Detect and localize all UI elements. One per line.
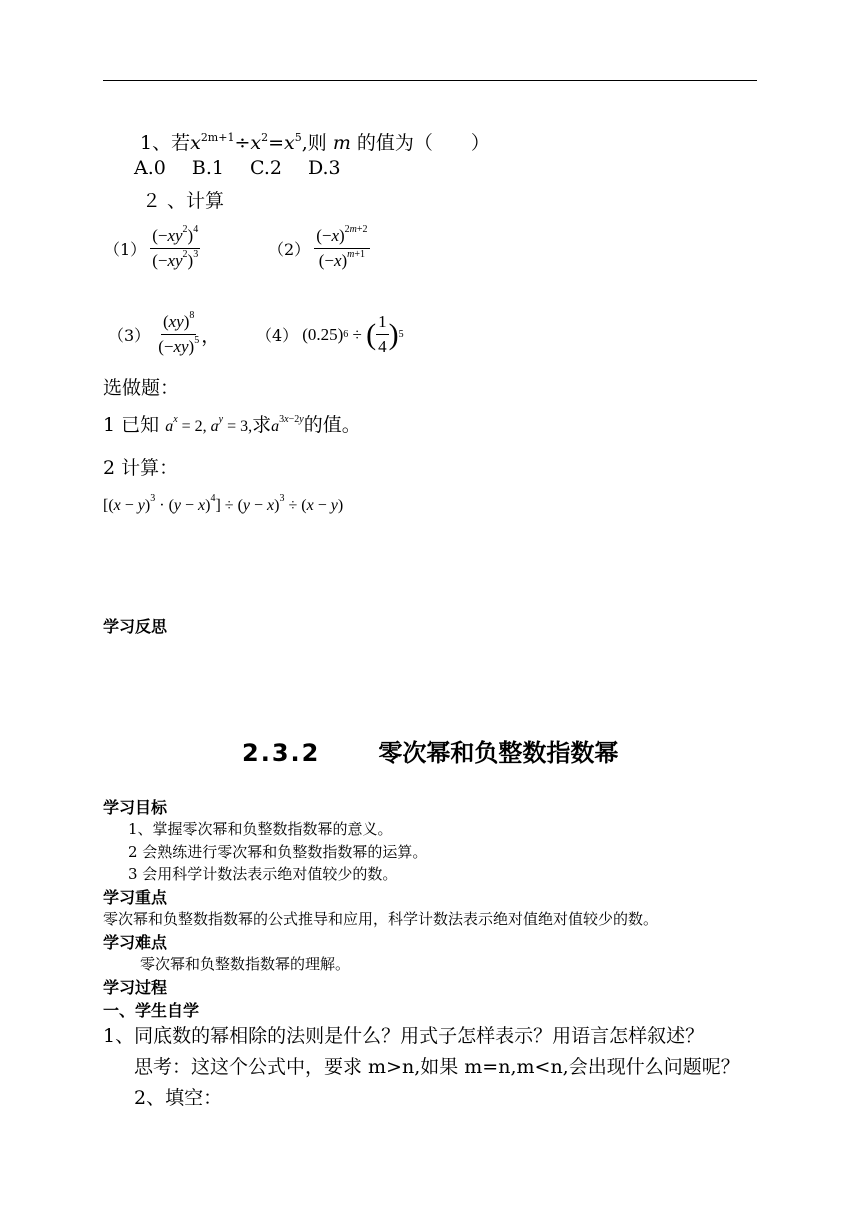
q1-base1: x — [190, 132, 201, 154]
option-d: D.3 — [307, 157, 341, 179]
q1-div: ÷ — [234, 132, 251, 154]
goal-item: 2 会熟练进行零次幂和负整数指数幂的运算。 — [128, 843, 428, 861]
calc-3-suffix: ， — [201, 325, 221, 347]
calc-4-expression: (0.25) 6 ÷ ( $\frac{1}{4}$ ) 5 — [302, 312, 404, 356]
one-quarter-fraction — [376, 312, 389, 357]
fraction-denominator: $(-x)^{m+1}$ — [318, 249, 366, 270]
q1-base2: x — [250, 132, 262, 154]
q1-exp3: 5 — [294, 131, 302, 144]
fraction-denominator: $(-xy^2)^3$ — [152, 249, 199, 270]
optional-q1-target: $a^{3x-2y}$ — [271, 414, 304, 435]
process-line-1: 1、同底数的幂相除的法则是什么？用式子怎样表示？用语言怎样叙述？ — [103, 1025, 705, 1047]
q1-index: 1、若 — [140, 132, 191, 154]
goal-item: 3 会用科学计数法表示绝对值较少的数。 — [128, 865, 398, 883]
difficulties-heading: 学习难点 — [103, 933, 168, 952]
q1-var: m — [332, 132, 351, 154]
fraction-numerator: (xy)$^8$ — [161, 312, 196, 335]
option-a: A.0 — [134, 157, 166, 179]
q1-base3: x — [284, 132, 295, 154]
calc-1-label: （1） — [104, 240, 147, 259]
q2-heading: ２ 、计算 — [142, 190, 225, 212]
fraction-numerator: $(-x)^{2m+2}$ — [314, 226, 369, 249]
fraction-numerator: $(-xy^2)^4$ — [150, 226, 200, 249]
option-c: C.2 — [249, 157, 282, 179]
difficulties-text: 零次幂和负整数指数幂的理解。 — [140, 955, 351, 973]
optional-q1-ask: 求 — [252, 414, 272, 436]
goal-item: 1、掌握零次幂和负整数指数幂的意义。 — [128, 820, 393, 838]
section-number: 2.3.2 — [242, 739, 321, 767]
q1-exp2: 2 — [261, 131, 269, 144]
option-b: B.1 — [191, 157, 224, 179]
fraction-denominator: 4 — [378, 337, 387, 356]
calc-3-fraction — [156, 312, 201, 357]
calc-2-label: （2） — [268, 240, 311, 259]
q1-eq: = — [268, 132, 285, 154]
fraction-denominator: $(-xy)^5$ — [158, 335, 200, 356]
section-name: 零次幂和负整数指数幂 — [378, 739, 619, 767]
optional-question-1 — [103, 410, 361, 437]
optional-heading: 选做题： — [103, 377, 180, 399]
calc-item-4 — [256, 312, 404, 357]
process-subheading: 一、学生自学 — [103, 1001, 200, 1020]
optional-q2-expression: $[(x - y)^3 \cdot (y - x)^4] \div (y - x)^3 \div (x - y)$ — [103, 493, 344, 514]
optional-q1-tail: 的值。 — [303, 414, 361, 436]
calc-item-2 — [268, 226, 370, 271]
optional-question-2: 2 计算： — [103, 457, 179, 479]
q1-tail: 的值为（ ） — [356, 132, 490, 154]
calc-item-1 — [104, 226, 200, 271]
question-1 — [140, 128, 490, 155]
calc-2-fraction — [314, 226, 369, 271]
q1-comma: ,则 — [301, 132, 327, 154]
key-points-heading: 学习重点 — [103, 888, 168, 907]
q1-options — [134, 157, 341, 179]
key-points-text: 零次幂和负整数指数幂的公式推导和应用，科学计数法表示绝对值绝对值较少的数。 — [103, 910, 659, 928]
calc-item-3 — [108, 312, 220, 357]
section-title — [242, 733, 618, 768]
goals-heading: 学习目标 — [103, 798, 168, 817]
reflection-heading: 学习反思 — [103, 617, 168, 636]
process-heading: 学习过程 — [103, 978, 168, 997]
header-rule — [103, 80, 757, 81]
process-line-3: 2、填空： — [134, 1087, 223, 1109]
optional-q1-condition: $a^x = 2$, $a^y = 3$, — [165, 414, 253, 435]
process-line-2: 思考：这这个公式中，要求 m>n,如果 m=n,m<n,会出现什么问题呢？ — [134, 1056, 740, 1078]
calc-1-fraction — [150, 226, 200, 271]
calc-4-label: （4） — [256, 326, 299, 345]
calc-3-label: （3） — [108, 326, 151, 345]
q1-exp1: 2m+1 — [200, 131, 235, 144]
fraction-numerator: 1 — [376, 312, 389, 335]
optional-q1-prefix: 1 已知 — [103, 414, 160, 436]
